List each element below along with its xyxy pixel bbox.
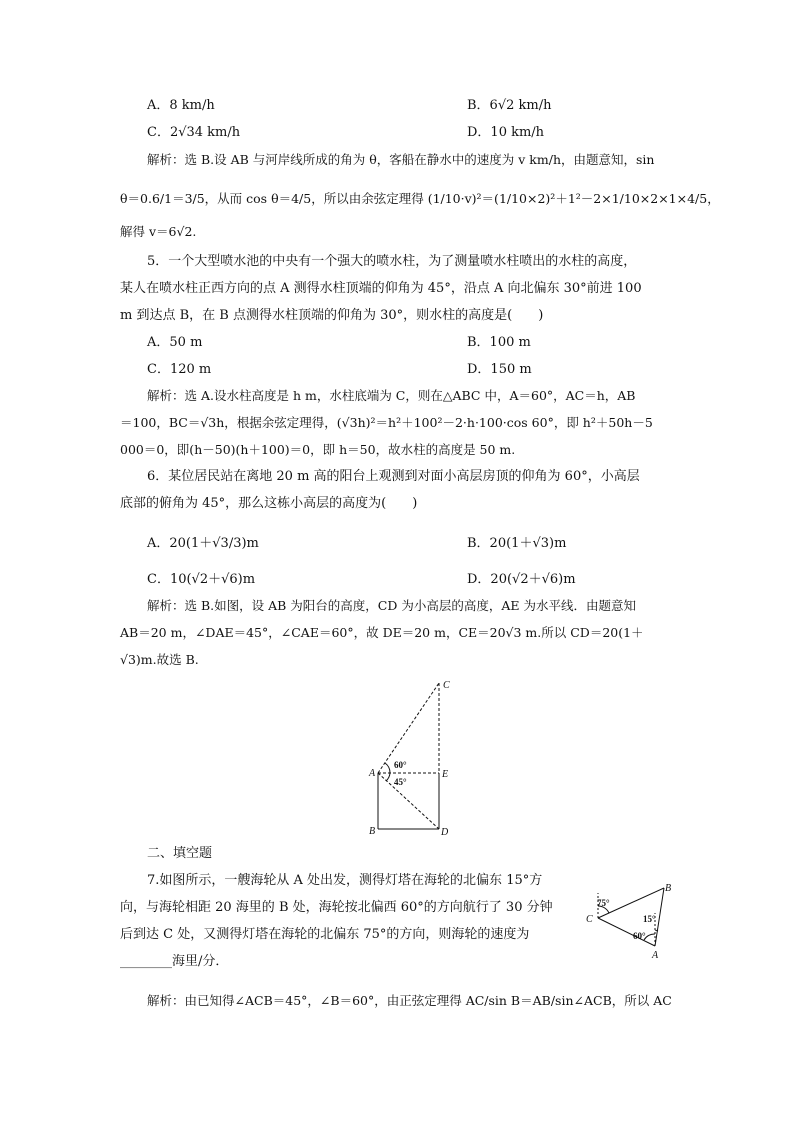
q6-stem-line-2: 底部的俯角为 45°，那么这栋小高层的高度为( ) bbox=[120, 496, 418, 511]
q6-option-c: C．10(√2＋√6)m bbox=[147, 572, 256, 587]
q7-stem-line-3: 后到达 C 处，又测得灯塔在海轮的北偏东 75°的方向，则海轮的速度为 bbox=[120, 927, 530, 942]
q7-angle-15-label: 15° bbox=[643, 914, 656, 924]
q6-angle-45-label: 45° bbox=[394, 777, 407, 787]
section-heading-fill-in: 二、填空题 bbox=[147, 846, 213, 861]
q7-line-ab bbox=[655, 888, 664, 946]
q6-label-e: E bbox=[442, 769, 449, 780]
q5-solution-line-3: 000＝0，即(h－50)(h＋100)＝0，即 h＝50，故水柱的高度是 50 m. bbox=[120, 442, 516, 457]
q7-stem-line-4: ________海里/分． bbox=[120, 954, 229, 969]
q7-stem-line-2: 向，与海轮相距 20 海里的 B 处，海轮按北偏西 60°的方向航行了 30 分钟 bbox=[120, 900, 553, 915]
q7-angle-60-label: 60° bbox=[633, 931, 646, 941]
q5-option-b: B．100 m bbox=[467, 335, 531, 350]
q5-stem-line-3: m 到达点 B，在 B 点测得水柱顶端的仰角为 30°，则水柱的高度是( ) bbox=[120, 308, 544, 323]
q6-angle-60-label: 60° bbox=[394, 760, 407, 770]
q7-angle-arc-c bbox=[598, 906, 609, 913]
q6-angle-arc-up bbox=[385, 763, 390, 773]
q4-option-d: D．10 km/h bbox=[467, 125, 545, 140]
q6-label-d: D bbox=[441, 827, 449, 838]
q6-solution-line-3: √3)m.故选 B. bbox=[120, 652, 199, 667]
q6-option-d: D．20(√2＋√6)m bbox=[467, 572, 576, 587]
q6-solution-line-1: 解析：选 B.如图，设 AB 为阳台的高度，CD 为小高层的高度，AE 为水平线．由题意知 bbox=[147, 598, 636, 613]
q4-option-a: A．8 km/h bbox=[147, 98, 215, 113]
q5-stem-line-1: 5．一个大型喷水池的中央有一个强大的喷水柱，为了测量喷水柱喷出的水柱的高度， bbox=[147, 254, 637, 269]
q4-solution-line-1: 解析：选 B.设 AB 与河岸线所成的角为 θ，客船在静水中的速度为 v km/h，由题意知，sin bbox=[147, 152, 655, 167]
q7-angle-arc-a60 bbox=[644, 934, 655, 940]
q7-solution-line-1: 解析：由已知得∠ACB＝45°，∠B＝60°，由正弦定理得 AC/sin B＝AB/sin∠ACB，所以 AC bbox=[147, 993, 672, 1008]
q5-option-c: C．120 m bbox=[147, 362, 212, 377]
q7-line-cb bbox=[598, 888, 664, 918]
q7-line-ca bbox=[598, 918, 655, 946]
q6-label-b: B bbox=[369, 826, 376, 837]
q4-option-b: B．6√2 km/h bbox=[467, 98, 552, 113]
q7-angle-arc-a15 bbox=[655, 930, 658, 931]
q7-label-c: C bbox=[586, 914, 593, 925]
q5-option-d: D．150 m bbox=[467, 362, 532, 377]
q6-label-a: A bbox=[369, 768, 376, 779]
q4-option-c: C．2√34 km/h bbox=[147, 125, 241, 140]
q6-option-b: B．20(1＋√3)m bbox=[467, 536, 567, 551]
q6-label-c: C bbox=[443, 680, 450, 691]
q7-label-a: A bbox=[652, 950, 659, 961]
q7-label-b: B bbox=[665, 883, 672, 894]
q6-option-a: A．20(1＋√3/3)m bbox=[147, 536, 259, 551]
q5-stem-line-2: 某人在喷水柱正西方向的点 A 测得水柱顶端的仰角为 45°，沿点 A 向北偏东 30°前进 100 bbox=[120, 281, 642, 296]
q7-stem-line-1: 7.如图所示，一艘海轮从 A 处出发，测得灯塔在海轮的北偏东 15°方 bbox=[147, 873, 543, 888]
q6-stem-line-1: 6．某位居民站在离地 20 m 高的阳台上观测到对面小高层房顶的仰角为 60°，小高层 bbox=[147, 469, 640, 484]
q5-solution-line-1: 解析：选 A.设水柱高度是 h m，水柱底端为 C，则在△ABC 中，A＝60°，AC＝h，AB bbox=[147, 388, 636, 403]
q7-angle-75-label: 75° bbox=[597, 898, 610, 908]
q6-angle-arc-down bbox=[386, 773, 390, 781]
q4-solution-line-2: θ＝0.6/1＝3/5，从而 cos θ＝4/5，所以由余弦定理得 (1/10·v)²＝(1/10×2)²＋1²－2×1/10×2×1×4/5， bbox=[120, 191, 720, 206]
q5-solution-line-2: ＝100，BC＝√3h，根据余弦定理得，(√3h)²＝h²＋100²－2·h·100·cos 60°，即 h²＋50h－5 bbox=[120, 415, 653, 430]
q6-line-ac bbox=[378, 683, 439, 773]
q6-solution-line-2: AB＝20 m，∠DAE＝45°，∠CAE＝60°，故 DE＝20 m，CE＝20√3 m.所以 CD＝20(1＋ bbox=[120, 625, 644, 640]
q5-option-a: A．50 m bbox=[147, 335, 203, 350]
q6-line-ad bbox=[378, 773, 439, 829]
q4-solution-line-3: 解得 v＝6√2. bbox=[120, 224, 197, 239]
